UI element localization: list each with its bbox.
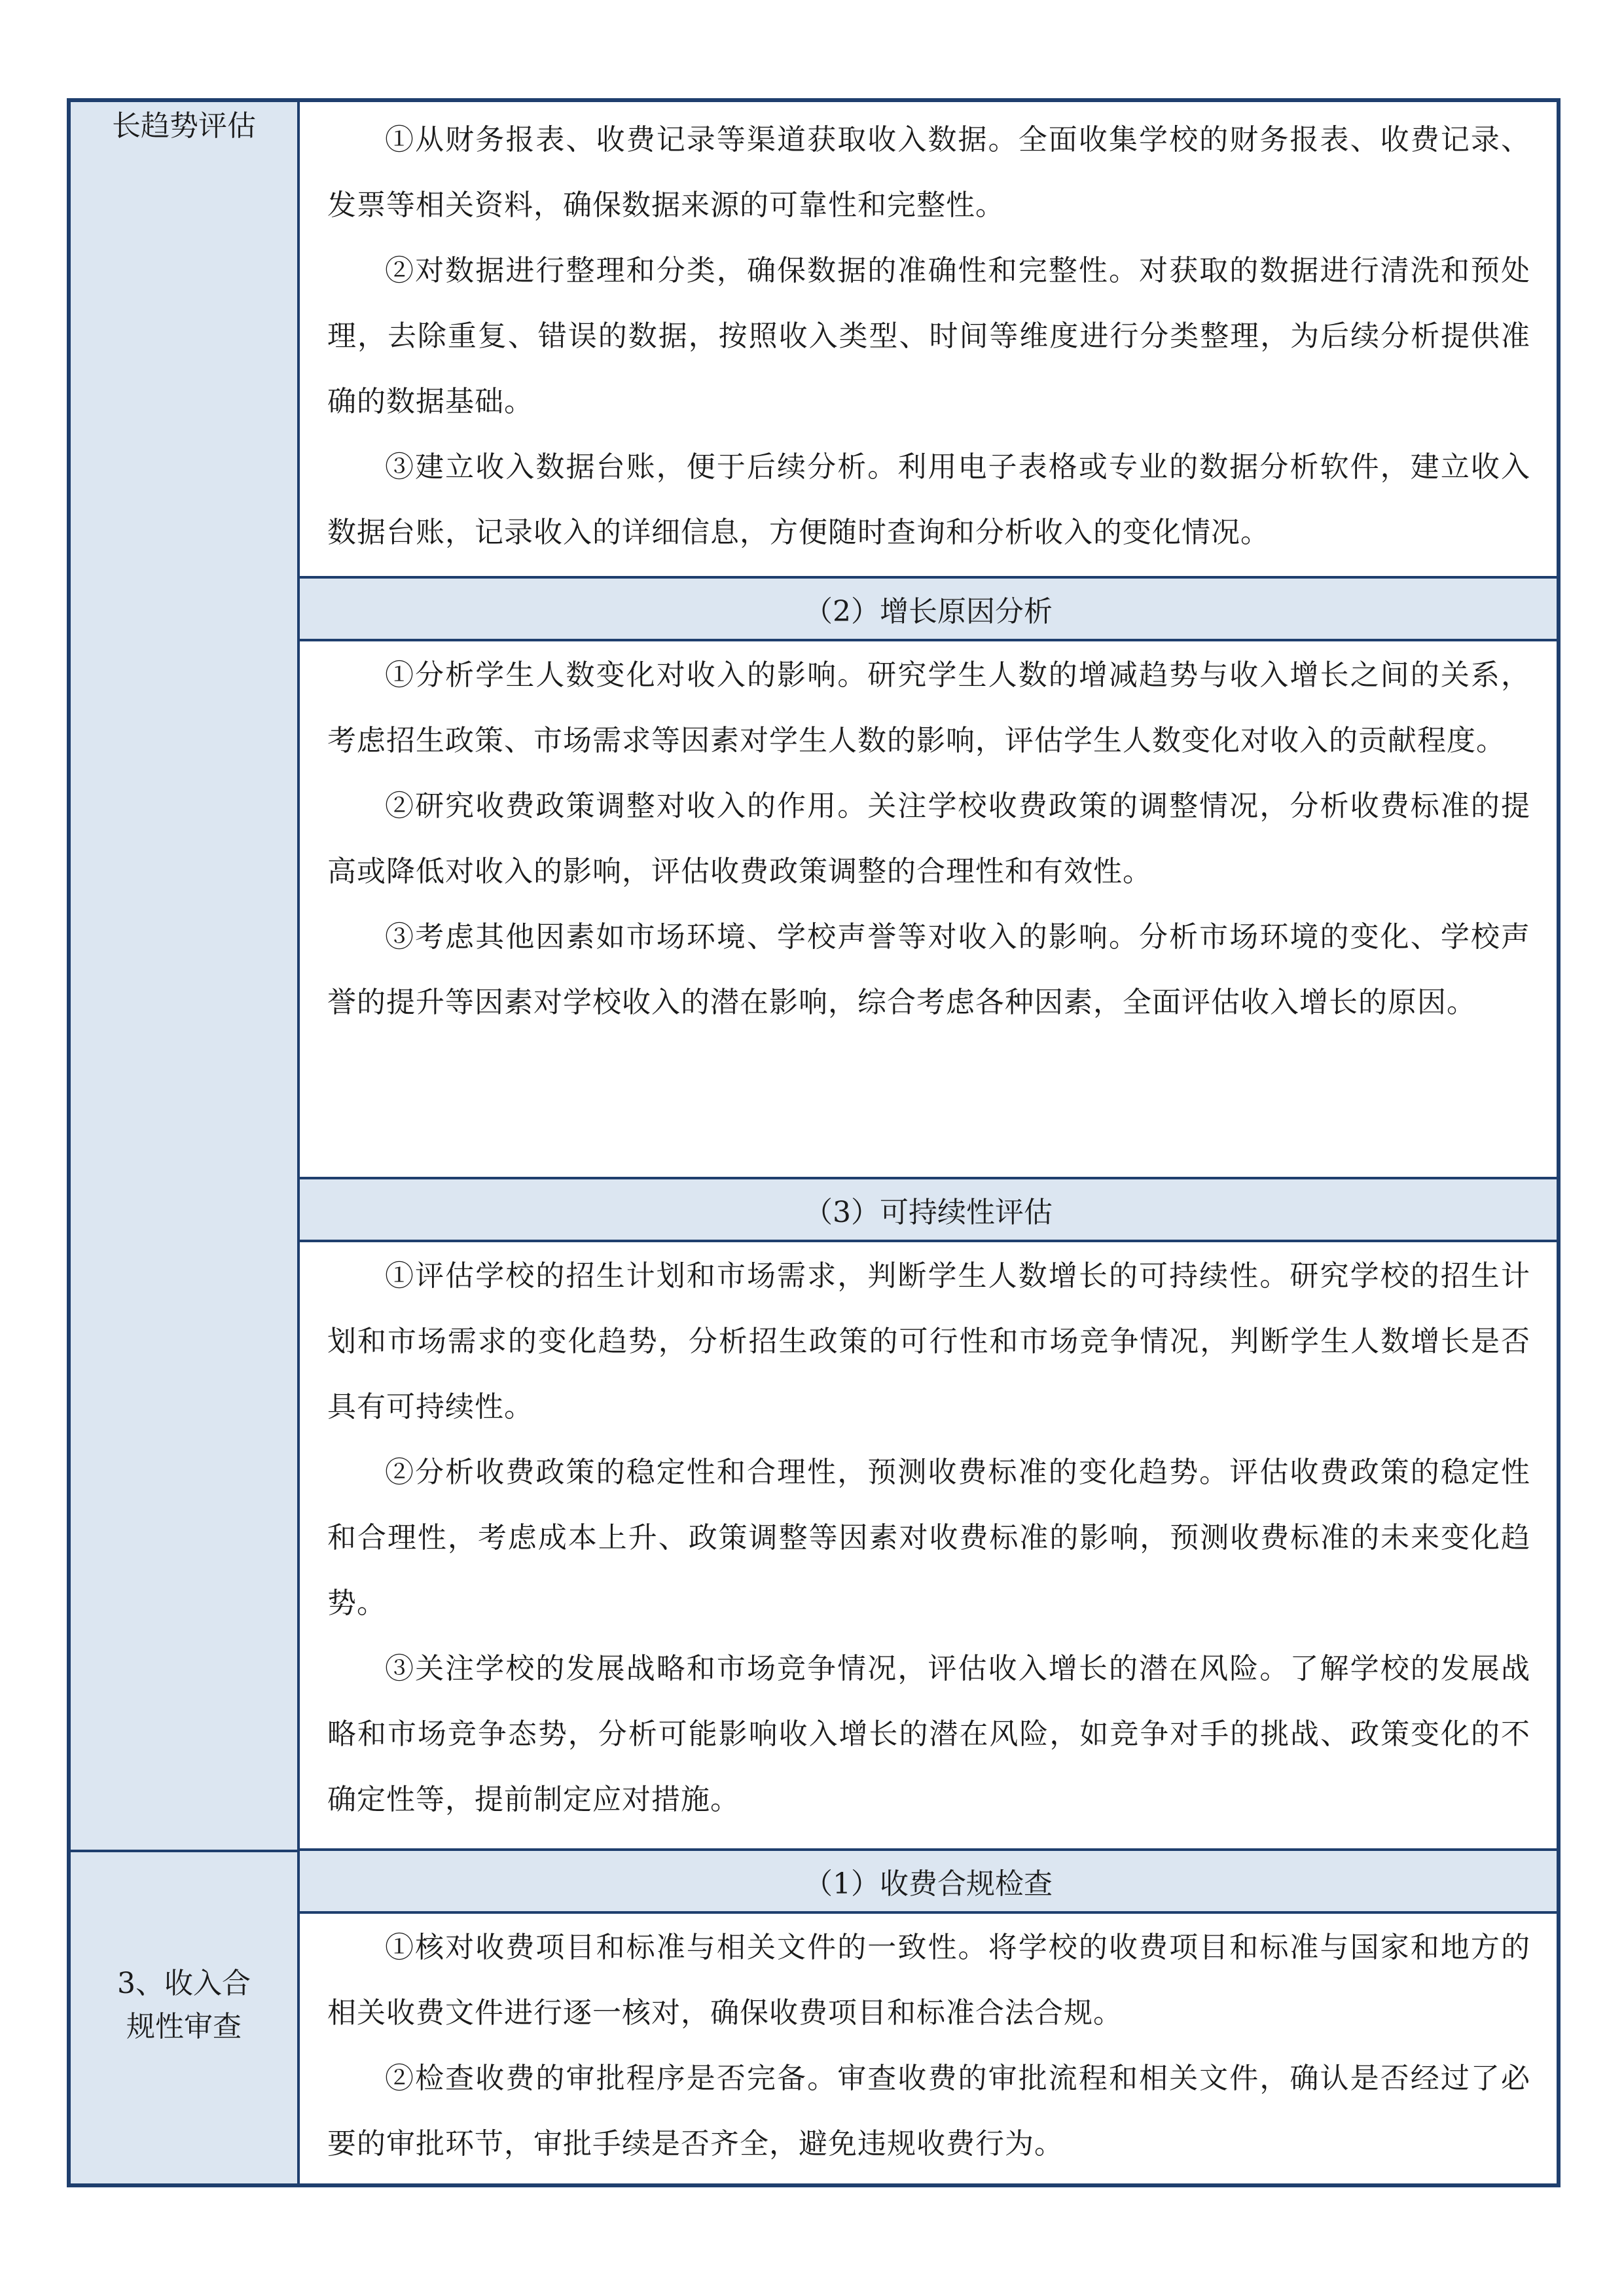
content-table <box>67 98 1561 2187</box>
paragraph: ①分析学生人数变化对收入的影响。研究学生人数的增减趋势与收入增长之间的关系，考虑招生政策、市场需求等因素对学生人数的影响，评估学生人数变化对收入的贡献程度。 <box>327 658 1530 757</box>
section-header-text: （2）增长原因分析 <box>804 595 1053 628</box>
paragraph: ③关注学校的发展战略和市场竞争情况，评估收入增长的潜在风险。了解学校的发展战略和市场竞争态势，分析可能影响收入增长的潜在风险，如竞争对手的挑战、政策变化的不确定性等，提前制定应对措施。 <box>327 1652 1530 1816</box>
category-label-line2: 规性审查 <box>126 2010 242 2043</box>
sustainability-block <box>300 1242 1557 1850</box>
section-header-fee-compliance <box>300 1848 1557 1914</box>
section-header-text: （1）收费合规检查 <box>804 1867 1053 1901</box>
paragraph: ②研究收费政策调整对收入的作用。关注学校收费政策的调整情况，分析收费标准的提高或降低对收入的影响，评估收费政策调整的合理性和有效性。 <box>327 789 1530 888</box>
fee-compliance-block <box>300 1914 1557 2183</box>
paragraph: ②对数据进行整理和分类，确保数据的准确性和完整性。对获取的数据进行清洗和预处理，去除重复、错误的数据，按照收入类型、时间等维度进行分类整理，为后续分析提供准确的数据基础。 <box>327 254 1530 418</box>
section-header-text: （3）可持续性评估 <box>804 1196 1053 1229</box>
paragraph: ①核对收费项目和标准与相关文件的一致性。将学校的收费项目和标准与国家和地方的相关收费文件进行逐一核对，确保收费项目和标准合法合规。 <box>327 1931 1530 2030</box>
data-collection-block <box>300 102 1557 576</box>
category-cell-income-growth-tail <box>71 105 297 148</box>
right-content-column <box>300 102 1557 2183</box>
paragraph: ①从财务报表、收费记录等渠道获取收入数据。全面收集学校的财务报表、收费记录、发票等相关资料，确保数据来源的可靠性和完整性。 <box>327 123 1530 222</box>
category-label: 长趋势评估 <box>112 109 256 143</box>
growth-reason-block <box>300 641 1557 1199</box>
category-cell-income-compliance <box>71 1962 297 2049</box>
row-divider <box>71 1850 297 1852</box>
section-header-growth-reason <box>300 576 1557 641</box>
paragraph: ③建立收入数据台账，便于后续分析。利用电子表格或专业的数据分析软件，建立收入数据台账，记录收入的详细信息，方便随时查询和分析收入的变化情况。 <box>327 450 1530 549</box>
paragraph: ②检查收费的审批程序是否完备。审查收费的审批流程和相关文件，确认是否经过了必要的审批环节，审批手续是否齐全，避免违规收费行为。 <box>327 2062 1530 2161</box>
paragraph: ②分析收费政策的稳定性和合理性，预测收费标准的变化趋势。评估收费政策的稳定性和合理性，考虑成本上升、政策调整等因素对收费标准的影响，预测收费标准的未来变化趋势。 <box>327 1456 1530 1620</box>
category-label-line1: 3、收入合 <box>117 1967 251 2000</box>
paragraph: ③考虑其他因素如市场环境、学校声誉等对收入的影响。分析市场环境的变化、学校声誉的提升等因素对学校收入的潜在影响，综合考虑各种因素，全面评估收入增长的原因。 <box>327 920 1530 1019</box>
paragraph: ①评估学校的招生计划和市场需求，判断学生人数增长的可持续性。研究学校的招生计划和市场需求的变化趋势，分析招生政策的可行性和市场竞争情况，判断学生人数增长是否具有可持续性。 <box>327 1259 1530 1424</box>
section-header-sustainability <box>300 1177 1557 1242</box>
left-category-column <box>71 102 300 2183</box>
